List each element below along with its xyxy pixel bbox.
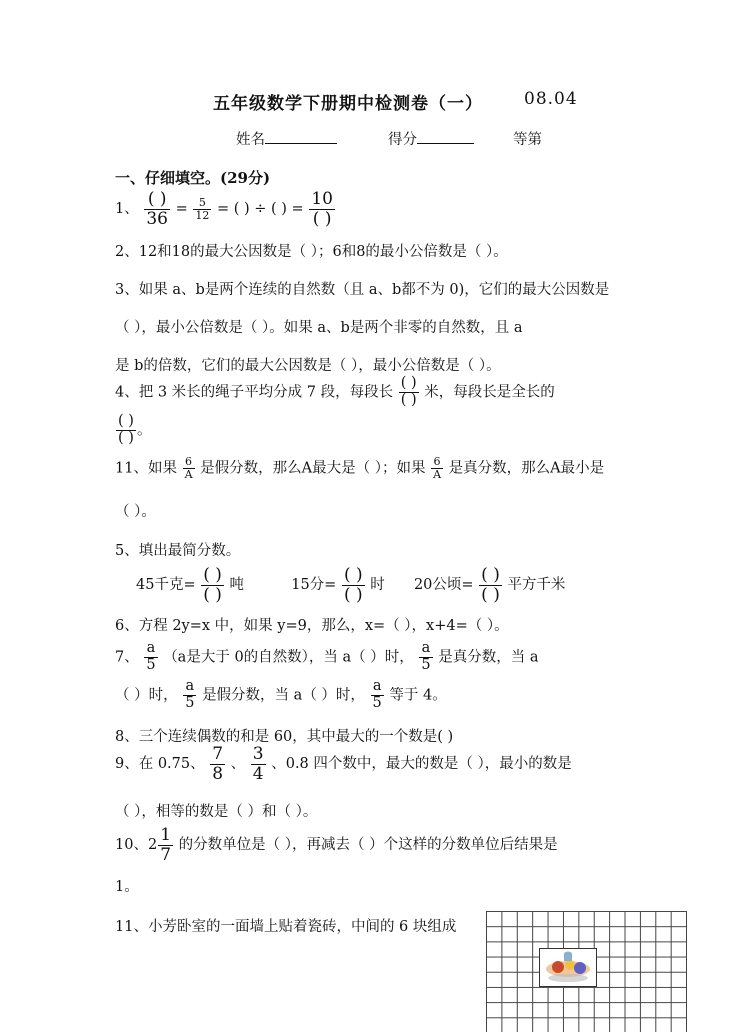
question-6: 6、方程 2y=x 中，如果 y=9，那么，x=（ ），x+4=（ ）。 <box>115 618 509 634</box>
page-title: 五年级数学下册期中检测卷（一） <box>213 94 483 114</box>
q7-number: 7、 <box>115 649 139 666</box>
q9-text-b: 、0.8 四个数中，最大的数是（ ），最小的数是 <box>271 756 572 773</box>
q11a-fraction-2: $\frac{6}{A}$ <box>433 455 442 482</box>
question-3-line-1: 3、如果 a、b是两个连续的自然数（且 a、b都不为 0)，它们的最大公因数是 <box>115 282 610 298</box>
question-3-line-2: （ ），最小公倍数是（ ）。如果 a、b是两个非零的自然数，且 a <box>115 320 523 336</box>
q5-ton: 吨 <box>229 577 244 594</box>
q5-hectare: 20公顷= <box>413 577 474 594</box>
question-10-line-2: 1。 <box>115 879 139 895</box>
question-4 <box>115 376 555 409</box>
q7-text-c: 是真分数，当 a <box>438 649 539 666</box>
score-blank[interactable] <box>417 143 474 144</box>
q10-whole: 10、2 <box>115 837 158 854</box>
question-8: 8、三个连续偶数的和是 60，其中最大的一个数是( ) <box>115 729 454 745</box>
name-label: 姓名 <box>236 132 265 148</box>
section-heading: 一、仔细填空。(29分) <box>115 169 271 187</box>
question-5-items <box>136 566 565 604</box>
q10-fraction: $\frac{1}{7}$ <box>160 825 172 865</box>
tile-pattern-image <box>539 948 597 987</box>
name-field <box>236 128 337 149</box>
q4-text-b: 米，每段长是全长的 <box>424 384 555 401</box>
question-2: 2、12和18的最大公因数是（ ）；6和8的最小公倍数是（ ）。 <box>115 244 508 260</box>
question-11a <box>115 456 604 481</box>
question-11a-line-2: （ ）。 <box>115 504 156 520</box>
q1-fraction-3: $\frac{10}{( )}$ <box>311 189 333 229</box>
q1-number: 1、 <box>115 201 139 218</box>
question-4-line-2: $\frac{( )}{( )}$ 。 <box>118 413 152 446</box>
question-1 <box>115 190 336 228</box>
date: 08.04 <box>524 89 578 109</box>
q9-fraction-1: $\frac{7}{8}$ <box>212 744 224 784</box>
q5-fraction-3: $\frac{( )}{( )}$ <box>481 565 500 605</box>
q9-text-a: 9、在 0.75、 <box>115 756 205 773</box>
q5-hour: 时 <box>370 577 385 594</box>
score-field <box>388 128 474 149</box>
q5-sqkm: 平方千米 <box>507 577 566 594</box>
q4-fraction-2: $\frac{( )}{( )}$ <box>118 413 134 446</box>
q7-fraction-2: $\frac{a}{5}$ <box>421 640 431 673</box>
q7-fraction-3: $\frac{a}{5}$ <box>185 678 195 711</box>
question-7 <box>115 641 539 674</box>
question-3-line-3: 是 b的倍数，它们的最大公因数是（ ），最小公倍数是（ ）。 <box>115 358 501 374</box>
q7-fraction-4: $\frac{a}{5}$ <box>372 678 382 711</box>
q11a-text-a: 11、如果 <box>115 460 177 477</box>
q5-fraction-1: $\frac{( )}{( )}$ <box>203 565 222 605</box>
grade-label: 等第 <box>513 132 542 148</box>
q11a-fraction-1: $\frac{6}{A}$ <box>184 455 193 482</box>
q5-minute: 15分= <box>291 577 337 594</box>
q4-text-a: 4、把 3 米长的绳子平均分成 7 段，每段长 <box>115 384 394 401</box>
q11a-text-c: 是真分数，那么A最小是 <box>448 460 605 477</box>
question-9: 9、在 0.75、 $\frac{7}{8}$ 、 $\frac{3}{4}$ 、0.8 四个数中，最大的数是（ ），最小的数是 <box>115 744 572 784</box>
question-9-line-2: （ ），相等的数是（ ）和（ ）。 <box>115 804 318 820</box>
question-11b: 11、小芳卧室的一面墙上贴着瓷砖，中间的 6 块组成 <box>115 919 457 935</box>
q1-division: = ( ) ÷ ( ) = <box>216 201 304 218</box>
name-blank[interactable] <box>265 143 337 144</box>
q1-fraction-1: $\frac{( )}{36}$ <box>146 189 168 229</box>
q5-fraction-2: $\frac{( )}{( )}$ <box>343 565 363 605</box>
q7-text-b: （a是大于 0的自然数），当 a（ ）时， <box>163 649 414 666</box>
q1-equals: = <box>175 201 188 218</box>
score-label: 得分 <box>388 132 417 148</box>
q1-fraction-2: $\frac{5}{12}$ <box>195 195 210 222</box>
question-5: 5、填出最简分数。 <box>115 543 241 559</box>
q9-fraction-2: $\frac{3}{4}$ <box>252 744 264 784</box>
q10-text-b: 的分数单位是（ ），再减去（ ）个这样的分数单位后结果是 <box>178 837 558 854</box>
q5-kg: 45千克= <box>136 577 196 594</box>
question-10 <box>115 826 558 864</box>
q11a-text-b: 是假分数，那么A最大是（ ）；如果 <box>200 460 426 477</box>
q4-fraction-1: $\frac{( )}{( )}$ <box>400 375 417 408</box>
question-7-line-2: （ ）时， $\frac{a}{5}$ 是假分数，当 a（ ）时， $\frac{a}{5}$ 等于 4。 <box>115 678 447 711</box>
q7-fraction-1: $\frac{a}{5}$ <box>146 640 156 673</box>
